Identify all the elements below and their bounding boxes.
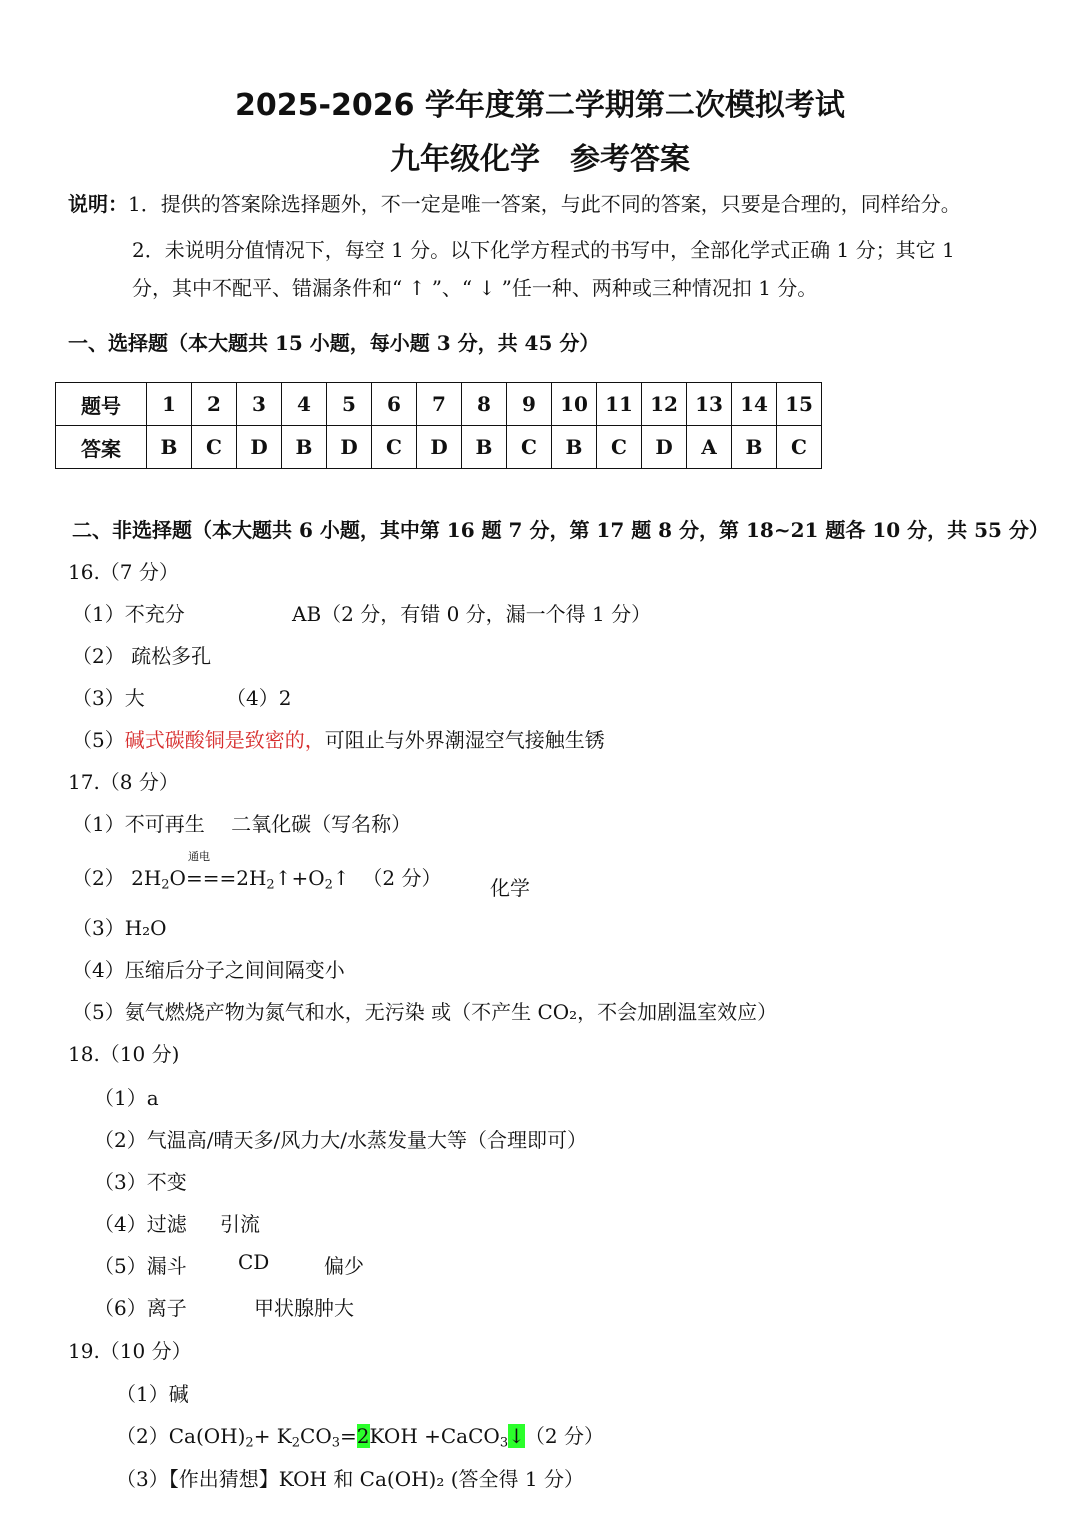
table-cell: 10 [552, 383, 597, 426]
notes-label: 说明： [68, 192, 128, 216]
table-cell: 15 [777, 383, 822, 426]
table-cell: 8 [462, 383, 507, 426]
table-cell: 1 [147, 383, 192, 426]
notes-text-1: 1．提供的答案除选择题外，不一定是唯一答案，与此不同的答案，只要是合理的，同样给分。 [128, 192, 961, 216]
q18-answer-4b: 引流 [220, 1212, 260, 1236]
highlight-precipitate-arrow: ↓ [508, 1424, 525, 1448]
q18-answer-2: （2）气温高/晴天多/风力大/水蒸发量大等（合理即可） [94, 1128, 587, 1152]
table-cell: D [237, 426, 282, 469]
table-cell: 11 [597, 383, 642, 426]
q18-answer-6a: （6）离子 [94, 1296, 187, 1320]
notes-item-1 [68, 188, 961, 217]
q16-answer-5-rest: 可阻止与外界潮湿空气接触生锈 [324, 728, 605, 752]
section-1-title: 一、选择题（本大题共 15 小题，每小题 3 分，共 45 分） [68, 331, 600, 355]
table-header-answer: 答案 [56, 426, 147, 469]
table-cell: C [372, 426, 417, 469]
highlight-coefficient: 2 [356, 1424, 370, 1448]
q17-answer-2 [72, 850, 442, 893]
page-subtitle: 九年级化学 参考答案 [390, 142, 690, 177]
table-cell: 3 [237, 383, 282, 426]
q16-answer-1b: AB（2 分，有错 0 分，漏一个得 1 分） [292, 602, 652, 626]
q17-answer-2-prefix: （2） [72, 866, 125, 890]
q19-heading: 19.（10 分） [68, 1339, 192, 1363]
page-title: 2025-2026 学年度第二学期第二次模拟考试 [235, 88, 845, 123]
table-cell: 7 [417, 383, 462, 426]
q18-answer-3: （3）不变 [94, 1170, 187, 1194]
table-cell: B [147, 426, 192, 469]
q16-answer-4: （4）2 [226, 686, 292, 710]
table-cell: 13 [687, 383, 732, 426]
table-cell: C [777, 426, 822, 469]
table-row-answers [56, 426, 822, 469]
q18-answer-1: （1）a [94, 1086, 159, 1110]
q16-answer-5-prefix: （5） [72, 728, 125, 752]
table-cell: B [282, 426, 327, 469]
table-cell: 14 [732, 383, 777, 426]
q19-answer-1: （1）碱 [116, 1382, 189, 1406]
table-cell: B [552, 426, 597, 469]
table-cell: C [192, 426, 237, 469]
table-cell: D [642, 426, 687, 469]
q18-answer-6b: 甲状腺肿大 [254, 1296, 354, 1320]
q17-answer-3: （3）H₂O [72, 916, 167, 940]
q18-heading: 18.（10 分) [68, 1042, 180, 1066]
table-cell: D [417, 426, 462, 469]
notes-item-2-line-1: 2．未说明分值情况下，每空 1 分。以下化学方程式的书写中，全部化学式正确 1 分；其它 1 [132, 238, 955, 262]
table-cell: 12 [642, 383, 687, 426]
q19-equation-score: （2 分） [524, 1424, 604, 1448]
table-cell: 5 [327, 383, 372, 426]
q18-answer-4a: （4）过滤 [94, 1212, 187, 1236]
table-cell: 4 [282, 383, 327, 426]
q18-answer-5b: CD [238, 1250, 270, 1274]
q19-answer-2 [116, 1420, 604, 1449]
table-cell: 2 [192, 383, 237, 426]
table-row-numbers [56, 383, 822, 426]
q17-equation-score: （2 分） [362, 866, 442, 890]
q16-answer-3: （3）大 [72, 686, 145, 710]
table-cell: D [327, 426, 372, 469]
table-cell: B [462, 426, 507, 469]
notes-item-2-line-2: 分，其中不配平、错漏条件和“ ↑ ”、“ ↓ ”任一种、两种或三种情况扣 1 分。 [132, 276, 818, 300]
table-cell: C [597, 426, 642, 469]
reaction-sign: 通电 === [185, 850, 237, 890]
table-cell: B [732, 426, 777, 469]
q18-answer-5c: 偏少 [324, 1254, 364, 1278]
q16-answer-5 [72, 724, 605, 753]
q16-answer-2: （2） 疏松多孔 [72, 644, 212, 668]
table-cell: A [687, 426, 732, 469]
table-cell: 9 [507, 383, 552, 426]
q16-heading: 16.（7 分） [68, 560, 179, 584]
reaction-condition: 通电 [187, 850, 210, 863]
q16-answer-1a: （1）不充分 [72, 602, 185, 626]
table-cell: 6 [372, 383, 417, 426]
q19-answer-3: （3）【作出猜想】KOH 和 Ca(OH)₂ (答全得 1 分） [116, 1467, 584, 1491]
q17-side-note: 化学 [490, 876, 530, 900]
q16-answer-5-red: 碱式碳酸铜是致密的， [124, 728, 325, 752]
q19-equation: $(2)Ca(OH)_2+ K_2CO_3=2KOH$ +CaCO$_3$↓ [116, 1424, 525, 1451]
q17-answer-4: （4）压缩后分子之间间隔变小 [72, 958, 345, 982]
table-header-number: 题号 [56, 383, 147, 426]
q18-answer-5a: （5）漏斗 [94, 1254, 187, 1278]
q17-equation: $2H_2O$ 通电 $===2H_2↑+O_2↑$ [131, 850, 350, 893]
q17-answer-1: （1）不可再生 二氧化碳（写名称） [72, 812, 412, 836]
section-2-title: 二、非选择题（本大题共 6 小题，其中第 16 题 7 分，第 17 题 8 分，第 18~21 题各 10 分，共 55 分） [72, 518, 1049, 542]
q17-heading: 17.（8 分） [68, 770, 179, 794]
table-cell: C [507, 426, 552, 469]
q17-answer-5: （5）氨气燃烧产物为氮气和水，无污染 或（不产生 CO₂，不会加剧温室效应） [72, 1000, 778, 1024]
answer-table [55, 382, 822, 469]
